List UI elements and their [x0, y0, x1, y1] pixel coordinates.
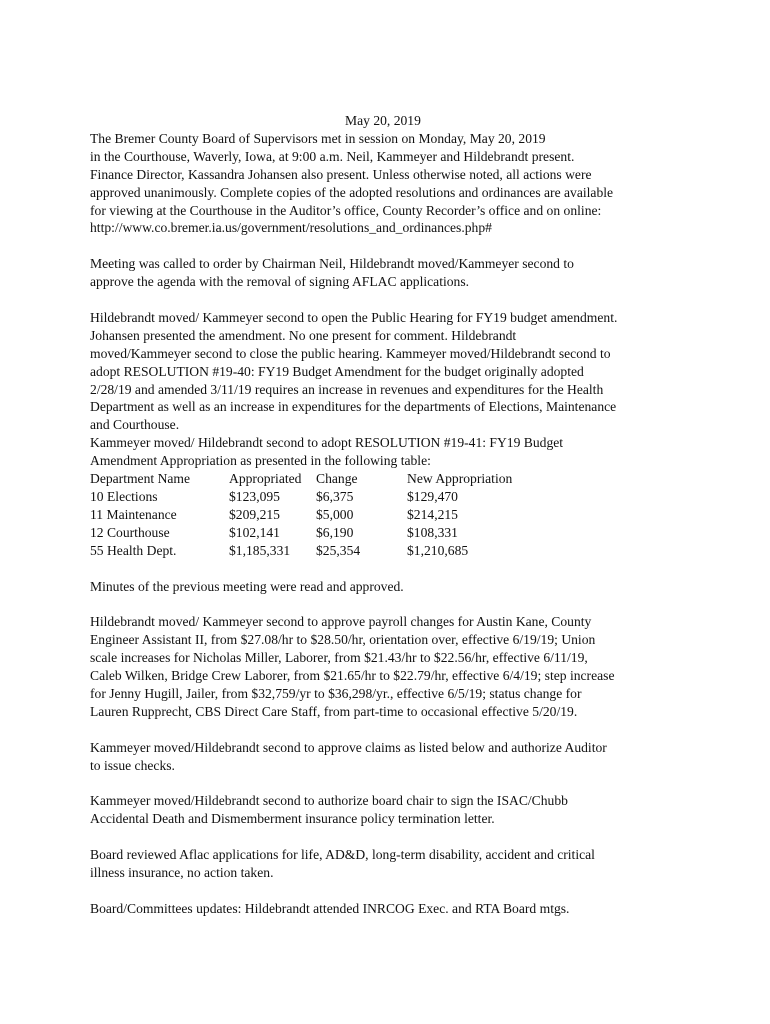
text-line: scale increases for Nicholas Miller, Laborer, from $21.43/hr to $22.56/hr, effective 6/11/19,: [90, 650, 588, 666]
resolutions-url: http://www.co.bremer.ia.us/government/resolutions_and_ordinances.php#: [90, 220, 492, 236]
table-cell: $25,354: [316, 542, 361, 558]
text-line: Kammeyer moved/Hildebrandt second to approve claims as listed below and authorize Auditor: [90, 739, 607, 755]
text-line: for Jenny Hugill, Jailer, from $32,759/yr to $36,298/yr., effective 6/5/19; status change for: [90, 685, 582, 701]
text-line: Amendment Appropriation as presented in the following table:: [90, 453, 431, 469]
table-row: [90, 488, 547, 506]
text-line: illness insurance, no action taken.: [90, 864, 274, 880]
text-line: approved unanimously. Complete copies of the adopted resolutions and ordinances are available: [90, 184, 614, 200]
text-line: Board/Committees updates: Hildebrandt attended INRCOG Exec. and RTA Board mtgs.: [90, 900, 570, 916]
text-line: Kammeyer moved/Hildebrandt second to authorize board chair to sign the ISAC/Chubb: [90, 793, 568, 809]
column-header: New Appropriation: [407, 471, 513, 487]
text-line: Meeting was called to order by Chairman Neil, Hildebrandt moved/Kammeyer second to: [90, 256, 574, 272]
table-cell: 12 Courthouse: [90, 524, 170, 540]
table-cell: 55 Health Dept.: [90, 542, 177, 558]
aflac-paragraph: [90, 846, 710, 882]
text-line: and Courthouse.: [90, 417, 180, 433]
table-header-row: [90, 470, 547, 488]
committees-paragraph: [90, 900, 710, 918]
claims-paragraph: [90, 739, 710, 775]
text-line: Accidental Death and Dismemberment insurance policy termination letter.: [90, 811, 495, 827]
text-line: approve the agenda with the removal of signing AFLAC applications.: [90, 274, 470, 290]
table-cell: $6,375: [316, 489, 354, 504]
table-cell: 10 Elections: [90, 489, 158, 504]
text-line: to issue checks.: [90, 757, 175, 773]
text-line: for viewing at the Courthouse in the Auditor’s office, County Recorder’s office and on online:: [90, 202, 602, 218]
table-row: [90, 524, 547, 542]
table-cell: $6,190: [316, 524, 354, 540]
text-line: Johansen presented the amendment. No one present for comment. Hildebrandt: [90, 327, 517, 343]
text-line: Board reviewed Aflac applications for life, AD&D, long-term disability, accident and critical: [90, 847, 595, 863]
meeting-date: May 20, 2019: [345, 113, 421, 128]
text-line: Hildebrandt moved/ Kammeyer second to approve payroll changes for Austin Kane, County: [90, 614, 592, 630]
minutes-paragraph: [90, 578, 710, 596]
payroll-paragraph: [90, 613, 710, 720]
column-header: Appropriated: [229, 471, 302, 487]
budget-table: [90, 470, 547, 560]
call-to-order-paragraph: [90, 255, 710, 291]
text-line: Kammeyer moved/ Hildebrandt second to adopt RESOLUTION #19-41: FY19 Budget: [90, 435, 564, 451]
table-cell: $123,095: [229, 489, 280, 504]
insurance-paragraph: [90, 792, 710, 828]
table-cell: $214,215: [407, 506, 458, 522]
table-cell: $5,000: [316, 506, 354, 522]
table-cell: $108,331: [407, 524, 458, 540]
text-line: Lauren Rupprecht, CBS Direct Care Staff, from part-time to occasional effective 5/20/19.: [90, 703, 578, 719]
table-cell: $129,470: [407, 489, 458, 504]
document-page: [90, 112, 710, 918]
column-header: Department Name: [90, 471, 191, 487]
table-cell: $209,215: [229, 506, 280, 522]
text-line: Caleb Wilken, Bridge Crew Laborer, from $21.65/hr to $22.79/hr, effective 6/4/19; step increase: [90, 668, 615, 684]
table-cell: $1,185,331: [229, 542, 291, 558]
table-row: [90, 506, 547, 524]
text-line: adopt RESOLUTION #19-40: FY19 Budget Amendment for the budget originally adopted: [90, 363, 584, 379]
table-cell: $1,210,685: [407, 542, 469, 558]
public-hearing-paragraph: [90, 309, 710, 470]
text-line: The Bremer County Board of Supervisors met in session on Monday, May 20, 2019: [90, 130, 546, 146]
text-line: Department as well as an increase in expenditures for the departments of Elections, Maintenance: [90, 399, 617, 415]
text-line: Minutes of the previous meeting were read and approved.: [90, 578, 404, 594]
text-line: Hildebrandt moved/ Kammeyer second to open the Public Hearing for FY19 budget amendment.: [90, 309, 618, 325]
table-cell: $102,141: [229, 524, 280, 540]
text-line: Finance Director, Kassandra Johansen also present. Unless otherwise noted, all actions were: [90, 166, 592, 182]
table-row: [90, 542, 547, 560]
text-line: moved/Kammeyer second to close the public hearing. Kammeyer moved/Hildebrandt second to: [90, 345, 611, 361]
intro-paragraph: [90, 130, 710, 237]
text-line: 2/28/19 and amended 3/11/19 requires an increase in revenues and expenditures for the Health: [90, 381, 604, 397]
table-cell: 11 Maintenance: [90, 506, 177, 522]
column-header: Change: [316, 471, 358, 487]
text-line: Engineer Assistant II, from $27.08/hr to $28.50/hr, orientation over, effective 6/19/19; Union: [90, 632, 596, 648]
text-line: in the Courthouse, Waverly, Iowa, at 9:00 a.m. Neil, Kammeyer and Hildebrandt present.: [90, 148, 575, 164]
